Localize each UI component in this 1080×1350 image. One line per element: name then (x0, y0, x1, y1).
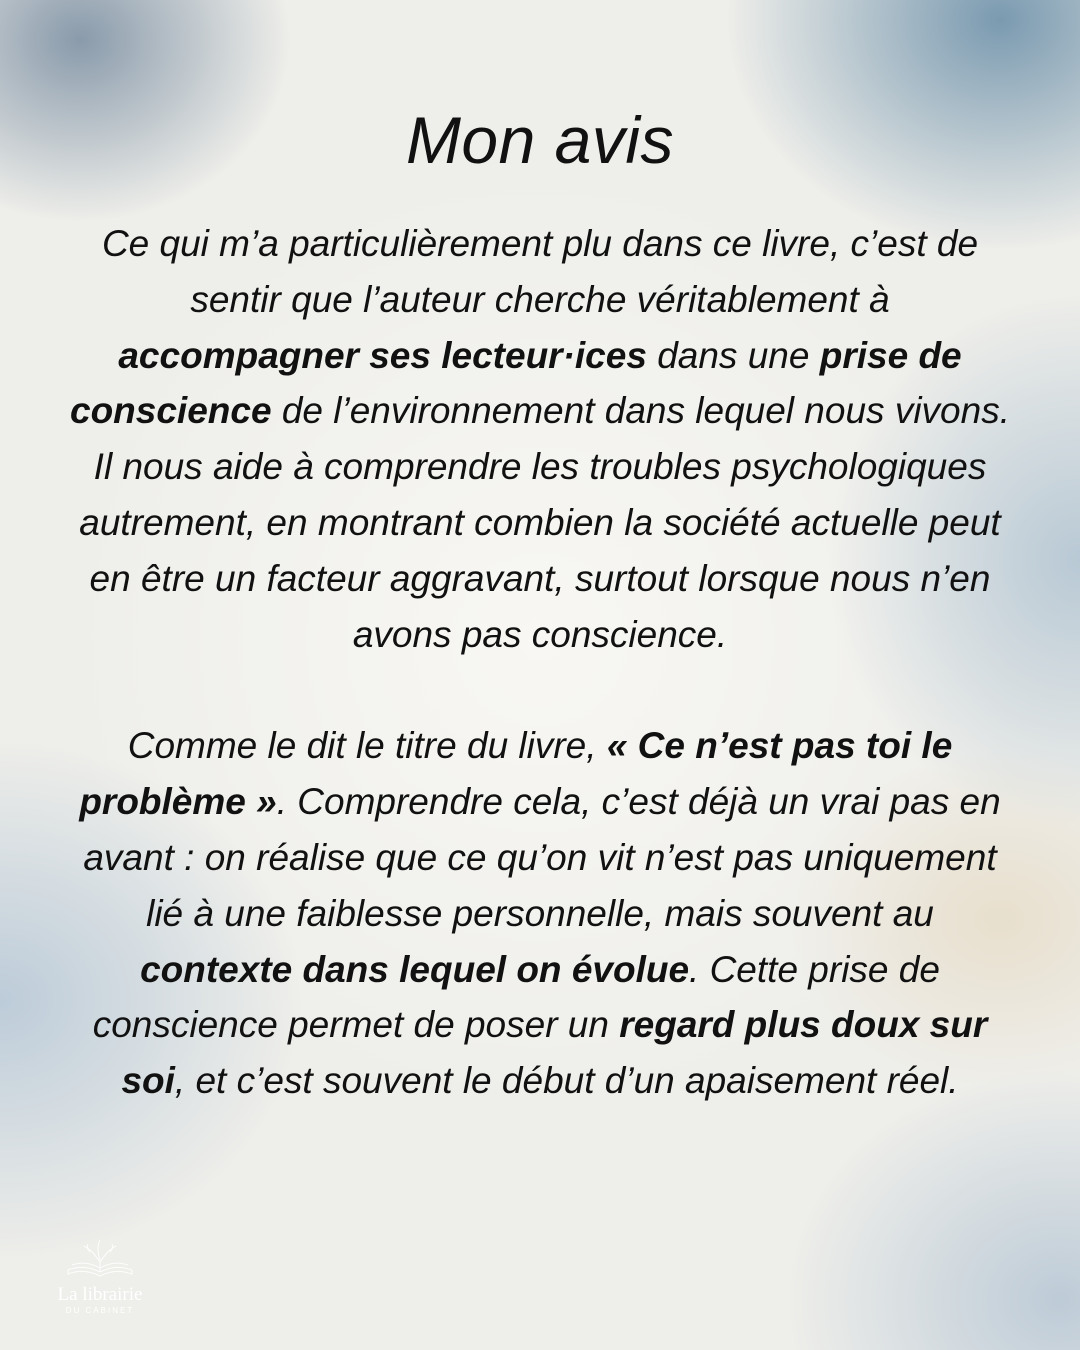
review-content (70, 100, 1010, 1109)
paragraph-1-bold-2: prise de conscience (70, 334, 962, 432)
paragraph-1-text-1: Ce qui m’a particulièrement plu dans ce livre, c’est de sentir que l’auteur cherche véritablement à (101, 223, 979, 320)
paragraph-1-text-3: de l’environnement dans lequel nous vivons. Il nous aide à comprendre les troubles psychologiques autrement, en montrant combien la société actuelle peut en être un facteur aggravant, surtout lorsque nous n’en avons pas conscience. (79, 390, 1010, 655)
paragraph-2-text-2: . Comprendre cela, c’est déjà un vrai pas en avant : on réalise que ce qu’on vit n’est pas uniquement lié à une faiblesse personnelle, mais souvent au (83, 781, 1001, 934)
review-paragraph-1 (70, 216, 1010, 662)
paragraph-2-text-3: . Cette prise de conscience permet de poser un (92, 948, 940, 1046)
logo-name: La librairie (57, 1284, 143, 1305)
paragraph-2-bold-2: contexte dans lequel on évolue (140, 948, 690, 990)
paragraph-1-bold-1: accompagner ses lecteur·ices (118, 334, 647, 376)
paragraph-2-text-4: , et c’est souvent le début d’un apaisement réel. (174, 1060, 959, 1102)
paragraph-2-bold-1: « Ce n’est pas toi le problème » (79, 725, 953, 823)
paragraph-2-bold-3: regard plus doux sur soi (121, 1004, 988, 1102)
page-title: Mon avis (405, 103, 675, 177)
brand-logo (48, 1238, 152, 1316)
paragraph-1-text-2: dans une (646, 334, 820, 376)
open-book-icon (48, 1238, 152, 1282)
logo-subtitle: DU CABINET (65, 1306, 135, 1315)
paragraph-spacer (70, 662, 1010, 718)
review-paragraph-2 (70, 718, 1010, 1109)
paragraph-2-text-1: Comme le dit le titre du livre, (127, 725, 607, 767)
